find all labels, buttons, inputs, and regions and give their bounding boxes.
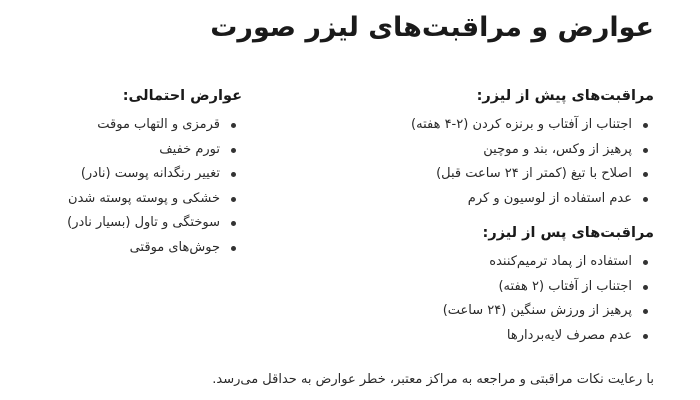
side-effects-heading: عوارض احتمالی:	[122, 88, 242, 104]
list-item: تغییر رنگدانه پوست (نادر)	[22, 162, 242, 187]
list-item: پرهیز از ورزش سنگین (۲۴ ساعت)	[354, 299, 654, 324]
list-item: استفاده از پماد ترمیم‌کننده	[354, 250, 654, 275]
pre-care-list	[354, 113, 654, 211]
footer-note: با رعایت نکات مراقبتی و مراجعه به مراکز معتبر، خطر عوارض به حداقل می‌رسد.	[212, 372, 654, 387]
list-item: عدم استفاده از لوسیون و کرم	[354, 187, 654, 212]
side-effects-list	[22, 113, 242, 260]
pre-care-heading: مراقبت‌های پیش از لیزر:	[476, 88, 654, 104]
list-item: اصلاح با تیغ (کمتر از ۲۴ ساعت قبل)	[354, 162, 654, 187]
care-column	[354, 88, 654, 348]
list-item: پرهیز از وکس، بند و موچین	[354, 138, 654, 163]
list-item: عدم مصرف لایه‌بردارها	[354, 324, 654, 349]
list-item: تورم خفیف	[22, 138, 242, 163]
page-title: عوارض و مراقبت‌های لیزر صورت	[210, 12, 654, 43]
side-effects-column	[22, 88, 242, 260]
post-care-list	[354, 250, 654, 348]
list-item: جوش‌های موقتی	[22, 236, 242, 261]
list-item: اجتناب از آفتاب (۲ هفته)	[354, 275, 654, 300]
list-item: اجتناب از آفتاب و برنزه کردن (۲-۴ هفته)	[354, 113, 654, 138]
list-item: سوختگی و تاول (بسیار نادر)	[22, 211, 242, 236]
post-care-heading: مراقبت‌های پس از لیزر:	[482, 225, 654, 241]
list-item: قرمزی و التهاب موقت	[22, 113, 242, 138]
list-item: خشکی و پوسته پوسته شدن	[22, 187, 242, 212]
